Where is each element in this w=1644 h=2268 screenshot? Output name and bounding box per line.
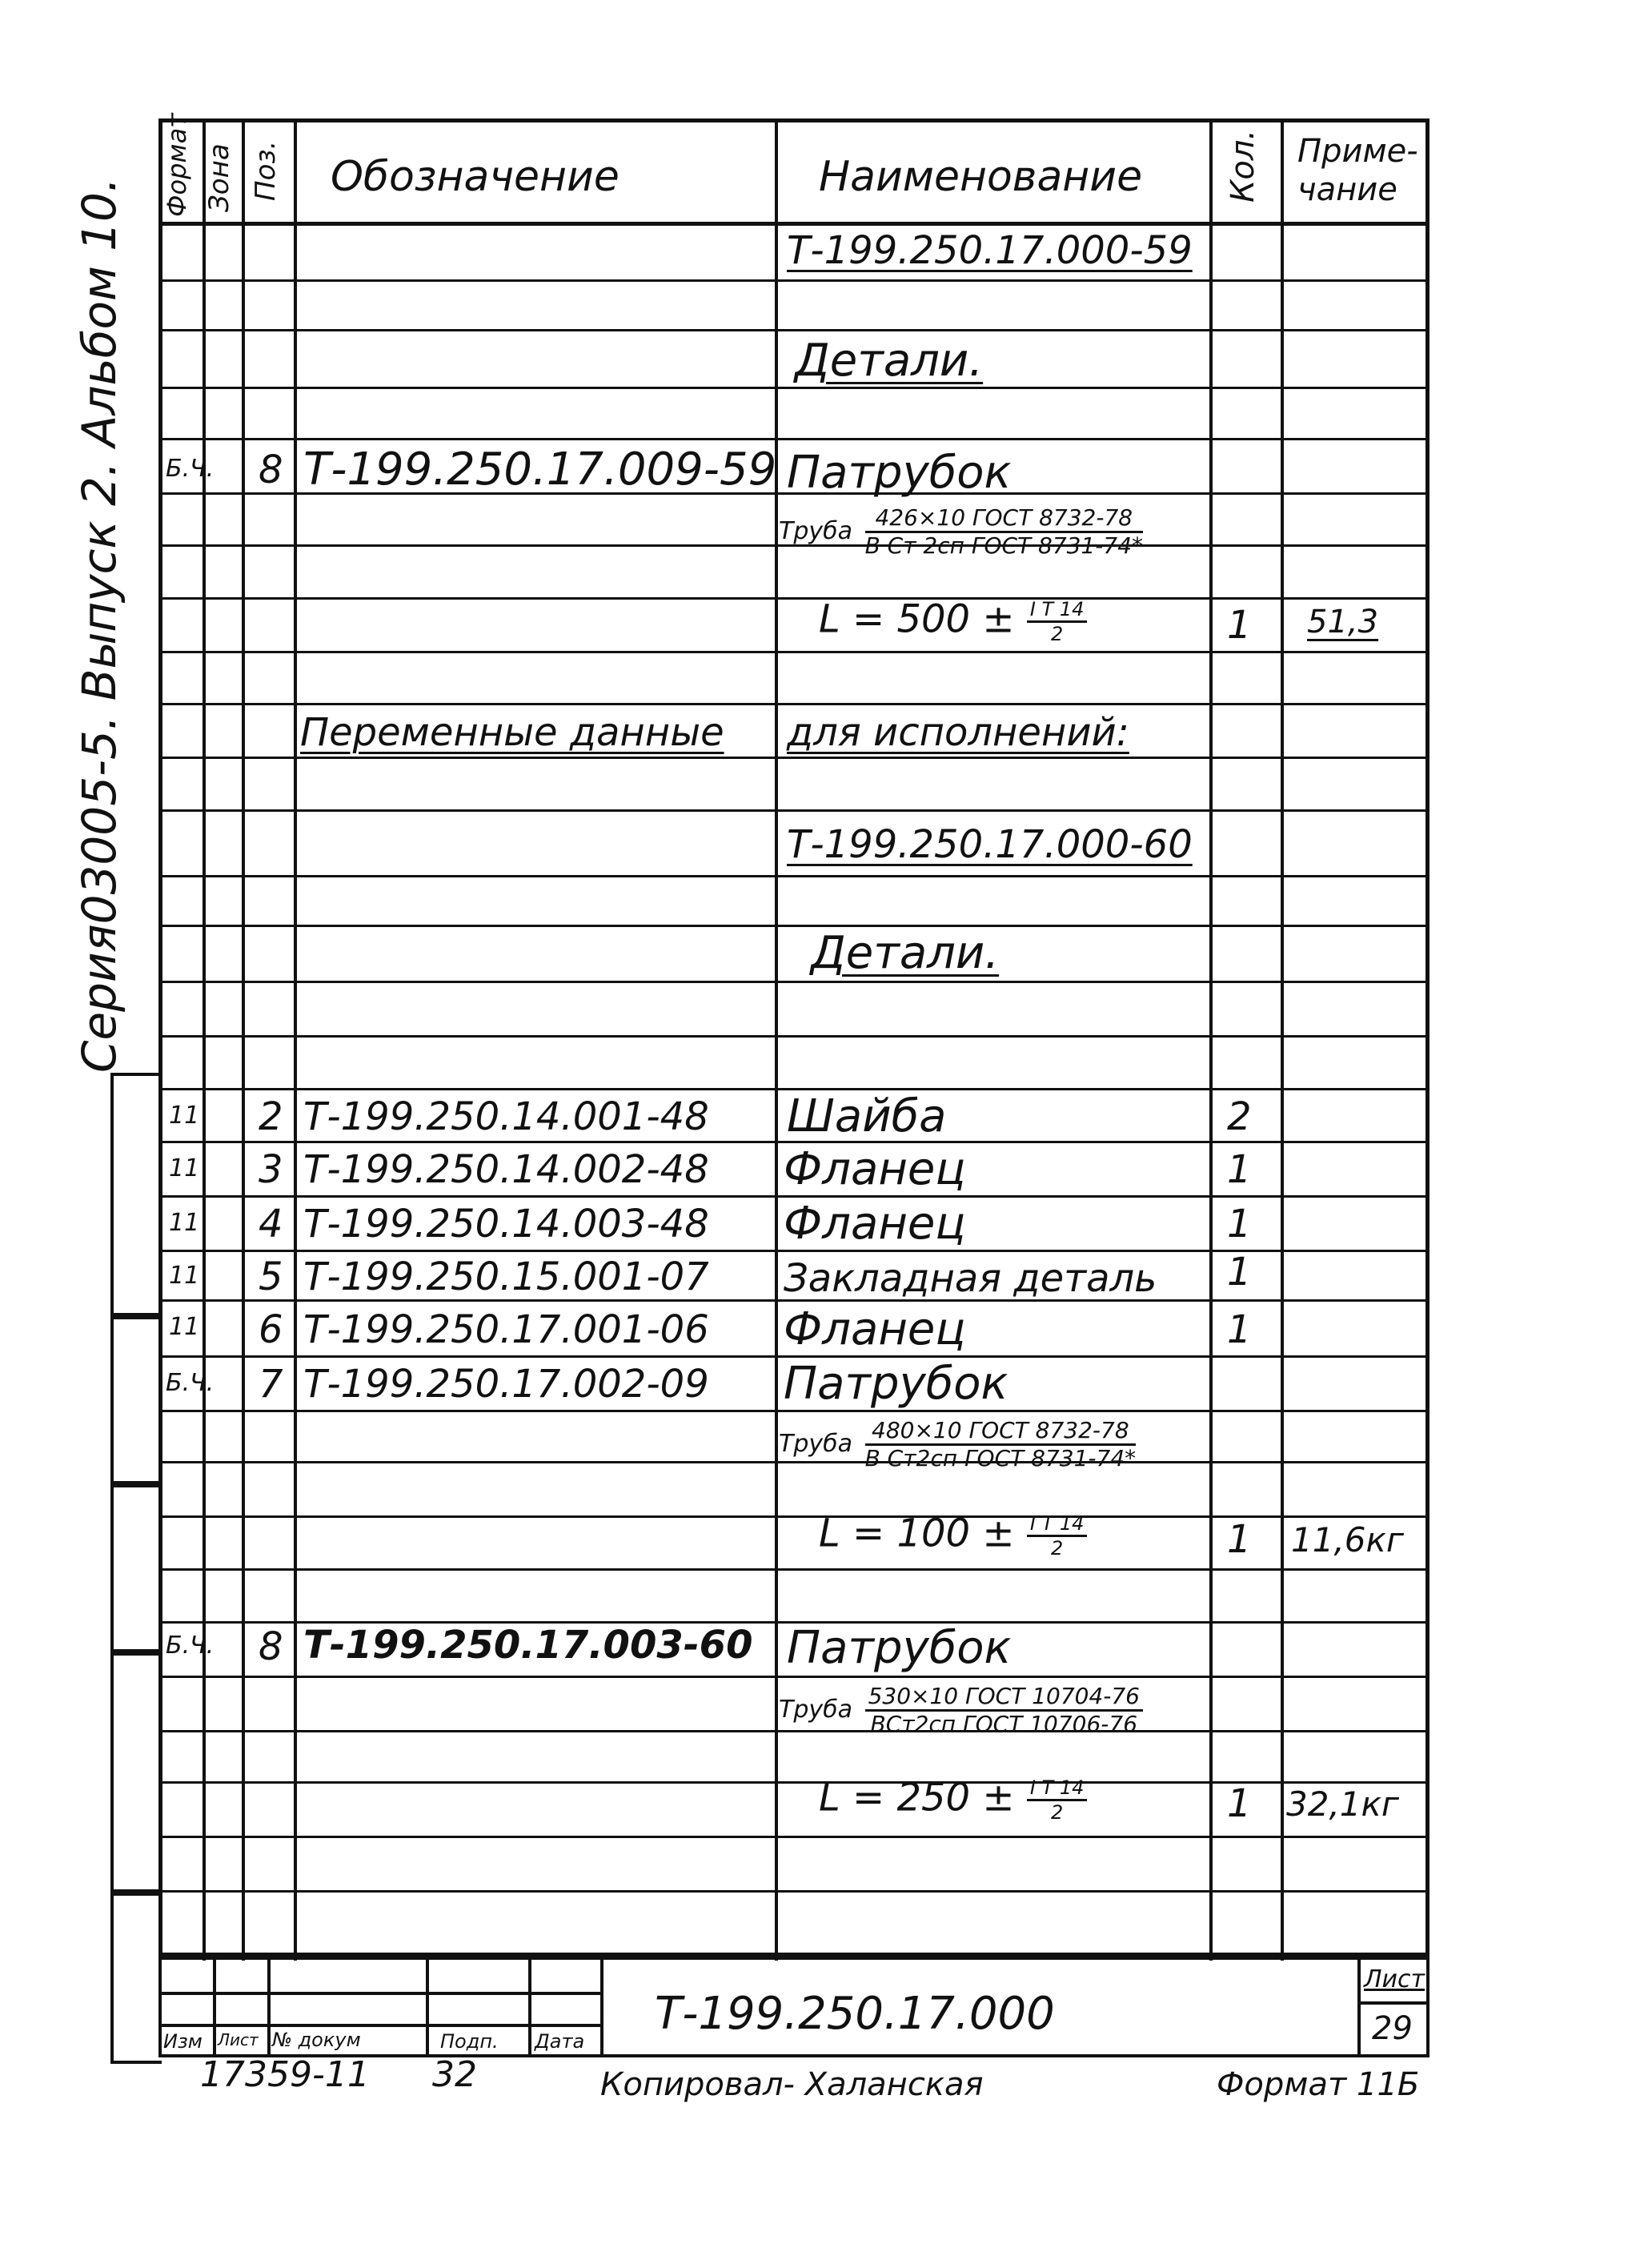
header-note-1: Приме- [1297,133,1418,170]
doc-number: Т-199.250.17.000 [655,1988,1055,2040]
row-line [162,925,1425,927]
pipe-label: Труба [779,1430,853,1458]
row-pos: 3 [259,1147,283,1192]
row-format: 11 [169,1209,200,1237]
row-line [162,1676,1425,1678]
row-line [162,597,1425,600]
binding-box-2 [110,1313,162,1487]
assembly-designation-60: Т-199.250.17.000-60 [787,822,1193,867]
row-qty: 1 [1227,1307,1252,1352]
length-spec-1 [819,596,1087,645]
tb-col-izm: Изм [163,2030,202,2053]
tb-v [1357,1957,1361,2057]
tolerance-class: I T 14 [1027,1778,1088,1801]
tolerance-class: I T 14 [1027,1514,1088,1537]
header-pos: Поз. [250,140,282,201]
row-line [162,1890,1425,1893]
row-line [162,809,1425,812]
col-line-6 [1281,122,1284,1961]
variable-data-suffix: для исполнений: [787,710,1129,755]
header-divider [162,222,1425,226]
inventory-number: 17359-11 [200,2054,370,2095]
pipe-spec-1 [779,504,1144,559]
length-spec-3 [819,1775,1087,1824]
length-value: L = 500 ± [819,596,1015,642]
row-name: Закладная деталь [784,1256,1157,1301]
row-name: Фланец [784,1143,966,1195]
row-name: Патрубок [787,1622,1012,1674]
tb-v [528,1957,531,2057]
tb-row-1 [158,1992,600,1995]
row-pos: 5 [259,1254,283,1299]
row-pos: 4 [259,1202,283,1246]
pipe-spec-2 [779,1419,1136,1470]
specification-table [158,113,1429,1957]
tb-col-ndoc: № докум [272,2029,361,2051]
row-format: Б.Ч. [166,455,215,483]
row-line [162,329,1425,331]
tb-v [158,1957,162,2057]
tolerance-divisor: 2 [1050,623,1064,645]
row-line [162,1568,1425,1571]
sheet-label: Лист [1364,1965,1425,1993]
row-designation: Т-199.250.15.001-07 [303,1254,709,1299]
row-line [162,1035,1425,1038]
col-line-5 [1209,122,1213,1961]
row-line [162,1836,1425,1838]
tb-col-podp: Подп. [440,2030,499,2053]
row-name: Патрубок [787,447,1012,499]
row-pos: 7 [259,1362,283,1407]
row-format: 11 [169,1154,200,1182]
header-note-2: чание [1297,171,1397,208]
row-format: 11 [169,1262,200,1290]
row-name: Патрубок [784,1358,1008,1410]
row-qty: 2 [1227,1094,1252,1139]
tb-col-list: Лист [218,2030,259,2049]
length-spec-2 [819,1511,1087,1560]
row-line [162,875,1425,877]
length-value: L = 250 ± [819,1775,1015,1820]
row-note: 51,3 [1307,604,1379,640]
row-line [162,387,1425,389]
pipe-material: ВСт2сп ГОСТ 10706-76 [870,1711,1138,1737]
pipe-size: 480×10 ГОСТ 8732-78 [865,1419,1137,1446]
row-designation: Т-199.250.14.001-48 [303,1094,709,1139]
row-pos: 8 [259,1624,283,1669]
sheet-number: 29 [1372,2010,1413,2047]
section-details-2: Детали. [811,927,1000,979]
tb-top [158,1957,1429,1960]
tolerance-divisor: 2 [1050,1537,1064,1560]
pipe-label: Труба [779,517,853,545]
row-name: Фланец [784,1198,966,1250]
copied-by: Копировал- Халанская [600,2066,984,2103]
pipe-size: 530×10 ГОСТ 10704-76 [865,1685,1143,1712]
row-format: 11 [169,1102,200,1130]
col-line-3 [294,122,297,1961]
tb-v [600,1957,603,2057]
row-designation: Т-199.250.14.002-48 [303,1147,709,1192]
row-pos: 6 [259,1307,283,1352]
header-zone: Зона [203,143,235,212]
length-value: L = 100 ± [819,1511,1015,1556]
tb-v [1426,1957,1429,2057]
row-format: Б.Ч. [166,1632,215,1660]
section-details-1: Детали. [795,335,984,387]
pipe-spec-3 [779,1685,1143,1736]
binding-box-3 [110,1481,162,1656]
tolerance-divisor: 2 [1050,1801,1064,1824]
variable-data-label: Переменные данные [300,710,724,755]
tolerance-class: I T 14 [1027,600,1088,623]
row-designation: Т-199.250.17.009-59 [303,444,777,496]
header-qty: Кол. [1225,129,1261,203]
row-note: 32,1кг [1286,1784,1399,1824]
row-designation: Т-199.250.14.003-48 [303,1202,709,1246]
row-designation: Т-199.250.17.002-09 [303,1362,709,1407]
header-format: Формат [162,113,192,217]
pipe-size: 426×10 ГОСТ 8732-78 [865,507,1143,533]
col-line-1 [202,122,206,1961]
tb-v [426,1957,429,2057]
row-format: Б.Ч. [166,1369,215,1397]
row-line [162,757,1425,759]
header-designation: Обозначение [331,153,620,201]
header-name: Наименование [819,153,1143,201]
pipe-material: В Ст 2сп ГОСТ 8731-74* [864,532,1144,559]
row-note: 11,6кг [1291,1520,1404,1560]
row-line [162,703,1425,705]
row-designation: Т-199.250.17.003-60 [303,1623,753,1668]
tb-row-2 [158,2024,600,2027]
row-name: Фланец [784,1303,966,1355]
title-block [158,1957,1429,2057]
tb-v [267,1957,271,2057]
binding-box-5 [110,1889,162,2064]
row-qty: 1 [1227,1517,1252,1562]
row-line [162,438,1425,440]
row-line [162,1410,1425,1412]
col-line-4 [775,122,778,1961]
row-name: Шайба [787,1090,947,1142]
pipe-material: В Ст2сп ГОСТ 8731-74* [864,1445,1137,1471]
tb-sheet-divider [1357,2001,1429,2005]
row-qty: 1 [1227,603,1252,648]
tb-col-data: Дата [535,2030,585,2053]
pipe-label: Труба [779,1696,853,1724]
row-pos: 8 [259,448,283,492]
row-line [162,279,1425,282]
row-qty: 1 [1227,1781,1252,1826]
row-qty: 1 [1227,1202,1252,1246]
row-qty: 1 [1227,1250,1252,1295]
row-pos: 2 [259,1094,283,1139]
footer-number: 32 [432,2054,477,2095]
row-designation: Т-199.250.17.001-06 [303,1307,709,1352]
binding-box-1 [110,1073,162,1319]
row-line [162,651,1425,653]
series-side-label: Серия03005-5. Выпуск 2. Альбом 10. [72,177,126,1073]
row-format: 11 [169,1313,200,1341]
assembly-designation-59: Т-199.250.17.000-59 [787,228,1193,273]
tb-v [213,1957,216,2057]
sheet-format: Формат 11Б [1217,2066,1420,2103]
row-qty: 1 [1227,1147,1252,1192]
binding-box-4 [110,1649,162,1896]
row-line [162,981,1425,983]
col-line-2 [242,122,245,1961]
